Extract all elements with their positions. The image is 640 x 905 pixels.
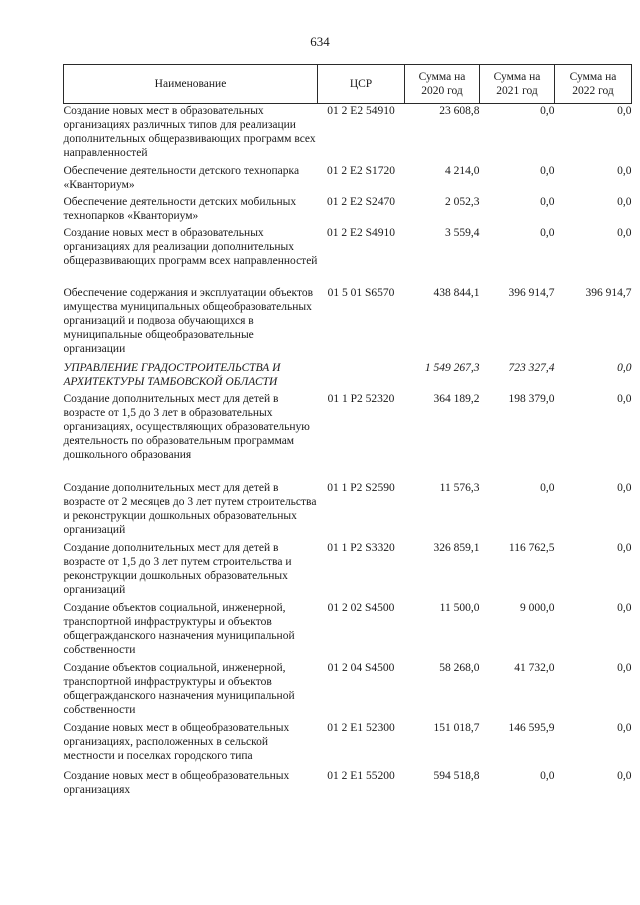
row-csr: 01 2 E1 52300 <box>327 721 395 734</box>
row-sum-2022: 0,0 <box>617 195 632 208</box>
row-sum-2021: 0,0 <box>540 226 555 239</box>
row-name: Создание дополнительных мест для детей в возрасте от 1,5 до 3 лет путем строительства и реконструкции дошкольных образовательных организаций <box>63 541 292 596</box>
row-sum-2021: 146 595,9 <box>508 721 555 734</box>
budget-table <box>63 64 632 800</box>
table-row <box>64 104 632 164</box>
row-sum-2020: 364 189,2 <box>433 392 480 405</box>
row-sum-2020: 23 608,8 <box>439 105 480 117</box>
row-sum-2020: 11 576,3 <box>439 481 480 494</box>
row-sum-2021: 41 732,0 <box>514 661 555 674</box>
row-csr: 01 2 E2 54910 <box>327 105 395 117</box>
row-sum-2020: 58 268,0 <box>439 661 480 674</box>
row-sum-2021: 0,0 <box>540 195 555 208</box>
header-csr: ЦСР <box>318 65 405 104</box>
row-sum-2022: 0,0 <box>617 105 632 117</box>
row-csr: 01 5 01 S6570 <box>327 286 395 299</box>
row-name: Создание дополнительных мест для детей в возрасте от 1,5 до 3 лет в образовательных организациях, осуществляющих образовательную деятельность по образовательным программам дошкольного образования <box>63 392 310 461</box>
row-sum-2020: 4 214,0 <box>445 164 480 177</box>
section-row <box>64 361 632 392</box>
row-sum-2022: 0,0 <box>617 541 632 554</box>
table-row <box>64 541 632 601</box>
table-row <box>64 481 632 541</box>
row-sum-2020: 594 518,8 <box>433 769 480 782</box>
row-sum-2020: 11 500,0 <box>439 601 480 614</box>
row-csr: 01 1 P2 S3320 <box>327 541 395 554</box>
table-row <box>64 661 632 721</box>
row-csr: 01 2 E2 S4910 <box>326 226 396 239</box>
row-name: Обеспечение содержания и эксплуатации объектов имущества муниципальных общеобразовательных организаций и подвоза обучающихся в муниципальные общеобразовательные организации <box>63 286 314 355</box>
row-sum-2020: 151 018,7 <box>433 721 480 734</box>
row-sum-2022: 0,0 <box>617 164 632 177</box>
row-sum-2022: 0,0 <box>617 661 632 674</box>
row-sum-2021: 198 379,0 <box>508 392 555 405</box>
row-name: УПРАВЛЕНИЕ ГРАДОСТРОИТЕЛЬСТВА И АРХИТЕКТУРЫ ТАМБОВСКОЙ ОБЛАСТИ <box>63 361 281 388</box>
row-sum-2021: 0,0 <box>540 481 555 494</box>
row-sum-2021: 0,0 <box>540 105 555 117</box>
row-sum-2020: 1 549 267,3 <box>424 361 480 374</box>
row-sum-2021: 116 762,5 <box>508 541 555 554</box>
row-sum-2020: 3 559,4 <box>445 226 480 239</box>
header-name: Наименование <box>64 65 318 104</box>
row-csr: 01 1 P2 52320 <box>327 392 395 405</box>
row-name: Создание новых мест в образовательных организациях для реализации дополнительных общеразвивающих программ всех направленностей <box>63 226 318 267</box>
row-csr: 01 2 E2 S2470 <box>326 195 396 208</box>
row-name: Создание объектов социальной, инженерной, транспортной инфраструктуры и объектов общегражданского назначения муниципальной собственности <box>63 661 295 716</box>
row-name: Создание новых мест в общеобразовательных организациях, расположенных в сельской местности и поселках городского типа <box>63 721 290 762</box>
row-sum-2022: 0,0 <box>617 392 632 405</box>
row-sum-2020: 326 859,1 <box>433 541 480 554</box>
table-row <box>64 769 632 800</box>
row-csr: 01 1 P2 S2590 <box>327 481 395 494</box>
header-sum-2021: Сумма на 2021 год <box>480 65 555 104</box>
row-sum-2020: 2 052,3 <box>445 195 480 208</box>
row-csr: 01 2 02 S4500 <box>327 601 395 614</box>
row-name: Создание новых мест в образовательных организациях различных типов для реализации дополнительных общеразвивающих программ всех направленностей <box>63 105 316 159</box>
row-sum-2022: 0,0 <box>617 601 632 614</box>
row-sum-2022: 396 914,7 <box>585 286 632 299</box>
row-sum-2022: 0,0 <box>617 769 632 782</box>
header-sum-2020: Сумма на 2020 год <box>405 65 480 104</box>
row-name: Создание дополнительных мест для детей в возрасте от 2 месяцев до 3 лет путем строительства и реконструкции дошкольных образовательных организаций <box>63 481 317 536</box>
header-sum-2022: Сумма на 2022 год <box>555 65 632 104</box>
page-number: 634 <box>310 34 330 49</box>
row-name: Обеспечение деятельности детского технопарка «Кванториум» <box>63 164 300 191</box>
row-sum-2021: 723 327,4 <box>508 361 555 374</box>
table-row <box>64 226 632 286</box>
row-sum-2021: 396 914,7 <box>508 286 555 299</box>
table-row <box>64 601 632 661</box>
table-header-row <box>64 65 632 104</box>
row-csr: 01 2 E2 S1720 <box>326 164 396 177</box>
row-name: Создание объектов социальной, инженерной, транспортной инфраструктуры и объектов общегражданского назначения муниципальной собственности <box>63 601 295 656</box>
table-row <box>64 195 632 226</box>
table-row <box>64 392 632 481</box>
row-name: Создание новых мест в общеобразовательных организациях <box>63 769 290 796</box>
row-sum-2022: 0,0 <box>617 226 632 239</box>
row-sum-2021: 9 000,0 <box>520 601 555 614</box>
row-sum-2021: 0,0 <box>540 769 555 782</box>
row-name: Обеспечение деятельности детских мобильных технопарков «Кванториум» <box>63 195 297 222</box>
table-row <box>64 286 632 361</box>
row-sum-2022: 0,0 <box>617 361 632 374</box>
row-sum-2022: 0,0 <box>617 721 632 734</box>
row-sum-2021: 0,0 <box>540 164 555 177</box>
row-csr: 01 2 04 S4500 <box>327 661 395 674</box>
row-sum-2020: 438 844,1 <box>433 286 480 299</box>
row-csr <box>318 361 405 392</box>
row-sum-2022: 0,0 <box>617 481 632 494</box>
table-row <box>64 164 632 195</box>
row-csr: 01 2 E1 55200 <box>327 769 395 782</box>
table-row <box>64 721 632 769</box>
